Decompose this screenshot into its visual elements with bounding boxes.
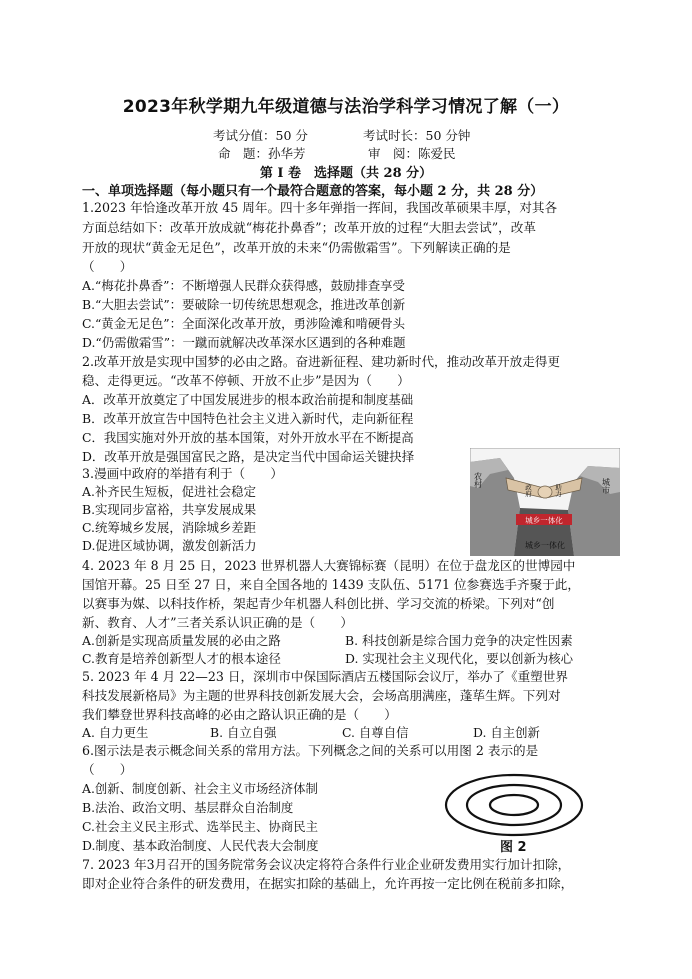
q2-option-c: C．我国实施对外开放的基本国策，对外开放水平在不断提高 (82, 430, 414, 445)
q1-option-c: C.“黄金无足色”：全面深化改革开放，勇涉险滩和啃硬骨头 (82, 316, 406, 331)
volume-title: 第 I 卷 选择题（共 28 分） (259, 166, 433, 181)
q6-line: （ ） (82, 762, 133, 777)
q2-option-d: D．改革开放是强国富民之路，是决定当代中国命运关键抉择 (82, 449, 415, 464)
q5-line: 5. 2023 年 4 月 22—23 日，深圳市中保国际酒店五楼国际会议厅，举办了《重塑世界 (82, 669, 568, 684)
q3-option-d: D.促进区域协调，激发创新活力 (82, 538, 257, 553)
q4-option-d: D. 实现社会主义现代化，要以创新为核心 (345, 651, 574, 666)
q2-option-a: A．改革开放奠定了中国发展进步的根本政治前提和制度基础 (82, 392, 414, 407)
q7-line: 即对企业符合条件的研发费用，在据实扣除的基础上，允许再按一定比例在税前多扣除， (82, 876, 574, 891)
q1-line: 开放的现状“黄金无足色”，改革开放的未来“仍需傲霜雪”。下列解读正确的是 (82, 240, 511, 255)
q5-option-d: D. 自主创新 (473, 725, 540, 740)
q6-option-c: C.社会主义民主形式、选举民主、协商民主 (82, 819, 319, 834)
time-label: 考试时长：50 分钟 (363, 128, 471, 143)
q4-line: 国馆开幕。25 日至 27 日，来自全国各地的 1439 支队伍、5171 位参赛选手齐聚于此， (82, 577, 580, 592)
q1-option-a: A.“梅花扑鼻香”：不断增强人民群众获得感，鼓励排查享受 (82, 278, 405, 293)
q5-line: 科技发展新格局》为主题的世界科技创新发展大会，会场高朋满座，蓬荜生辉。下列对 (82, 688, 561, 703)
q1-line: 1.2023 年恰逢改革开放 45 周年。四十多年弹指一挥间，我国改革硕果丰厚，对其各 (82, 200, 558, 215)
cartoon-left-label: 农村 (473, 472, 483, 488)
q6-option-a: A.创新、制度创新、社会主义市场经济体制 (82, 781, 318, 796)
rural-urban-cartoon (470, 448, 620, 556)
exam-title: 2023年秋学期九年级道德与法治学科学习情况了解（一） (122, 97, 570, 117)
nested-ellipses-diagram (440, 768, 590, 844)
q3-option-c: C.统筹城乡发展，消除城乡差距 (82, 520, 257, 535)
score-label: 考试分值：50 分 (213, 128, 308, 143)
q5-option-a: A. 自力更生 (82, 725, 149, 740)
q2-option-b: B．改革开放宣告中国特色社会主义进入新时代，走向新征程 (82, 411, 414, 426)
cartoon-right-label: 城市 (601, 478, 611, 494)
q5-line: 我们攀登世界科技高峰的必由之路认识正确的是（ ） (82, 707, 397, 722)
q4-option-a: A.创新是实现高质量发展的必由之路 (82, 633, 281, 648)
q4-line: 以赛事为媒、以科技作桥，架起青少年机器人科创比拼、学习交流的桥梁。下列对“创 (82, 596, 555, 611)
q4-option-b: B. 科技创新是综合国力竞争的决定性因素 (345, 633, 573, 648)
q4-option-c: C.教育是培养创新型人才的根本途径 (82, 651, 281, 666)
part-title: 一、单项选择题（每小题只有一个最符合题意的答案，每小题 2 分，共 28 分） (82, 184, 544, 199)
author-label: 命 题：孙华芳 (218, 146, 306, 161)
cartoon-hand-right: 助力 (554, 484, 562, 497)
q2-line: 稳、走得更远。“改革不停顿、开放不止步”是因为（ ） (82, 373, 410, 388)
q1-option-d: D.“仍需傲霜雪”：一蹴而就解决改革深水区遇到的各种难题 (82, 335, 406, 350)
figure-2-caption: 图 2 (500, 840, 527, 855)
q1-option-b: B.“大胆去尝试”：要破除一切传统思想观念，推进改革创新 (82, 297, 406, 312)
q6-option-b: B.法治、政治文明、基层群众自治制度 (82, 800, 294, 815)
q1-line: （ ） (82, 259, 133, 274)
q6-option-d: D.制度、基本政治制度、人民代表大会制度 (82, 838, 319, 853)
q6-line: 6.图示法是表示概念间关系的常用方法。下列概念之间的关系可以用图 2 表示的是 (82, 743, 539, 758)
q4-line: 新、教育、人才”三者关系认识正确的是（ ） (82, 615, 353, 630)
q4-line: 4. 2023 年 8 月 25 日，2023 世界机器人大赛锦标赛（昆明）在位于盘龙区的世博园中 (82, 558, 576, 573)
q7-line: 7. 2023 年3月召开的国务院常务会议决定将符合条件行业企业研发费用实行加计扣除， (82, 857, 571, 872)
cartoon-banner: 城乡一体化 (525, 516, 563, 525)
cartoon-hand-left: 政府 (524, 484, 532, 497)
q5-option-c: C. 自尊自信 (342, 725, 409, 740)
cartoon-caption: 城乡一体化 (525, 541, 565, 550)
reviewer-label: 审 阅：陈爱民 (368, 146, 456, 161)
q5-option-b: B. 自立自强 (210, 725, 277, 740)
q2-line: 2.改革开放是实现中国梦的必由之路。奋进新征程、建功新时代，推动改革开放走得更 (82, 354, 560, 369)
q3-line: 3.漫画中政府的举措有利于（ ） (82, 466, 283, 481)
q3-option-a: A.补齐民生短板，促进社会稳定 (82, 484, 256, 499)
q3-option-b: B.实现同步富裕，共享发展成果 (82, 502, 257, 517)
q1-line: 方面总结如下：改革开放成就“梅花扑鼻香”；改革开放的过程“大胆去尝试”，改革 (82, 220, 536, 235)
